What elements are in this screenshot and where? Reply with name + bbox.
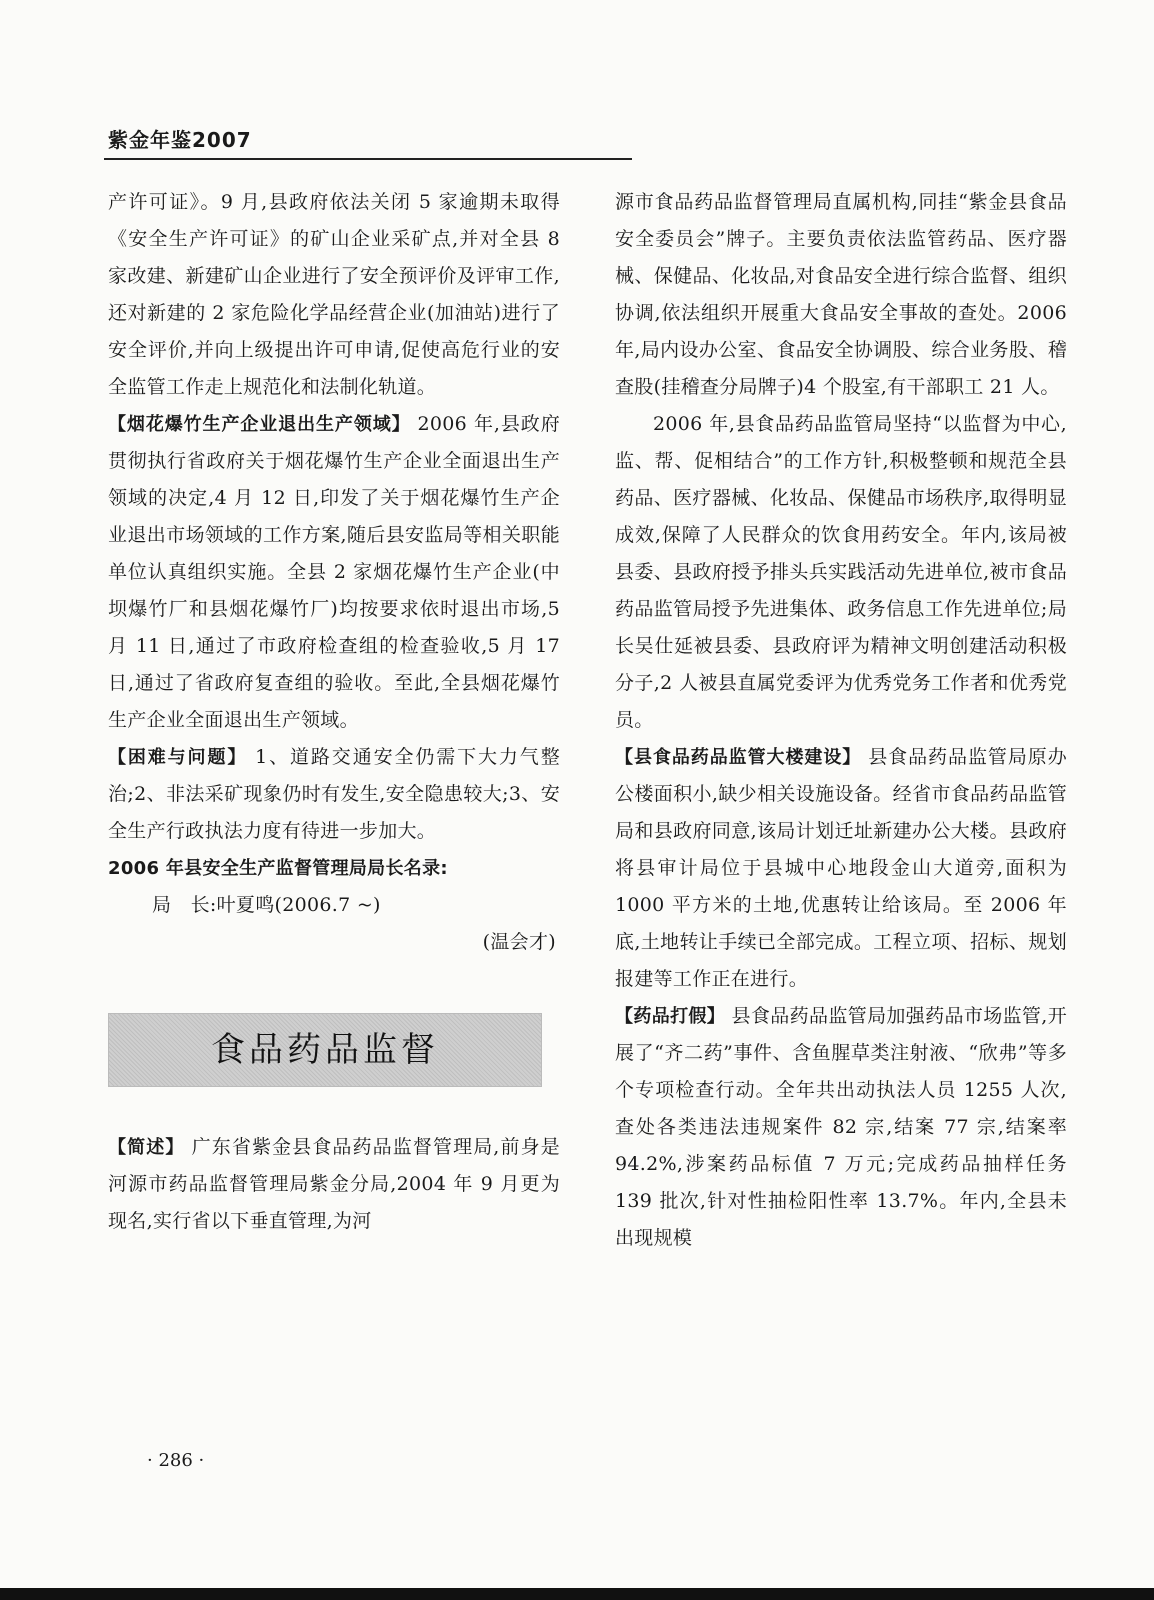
scan-bottom-edge: [0, 1588, 1154, 1600]
author-credit: (温会才): [482, 931, 556, 953]
section-title: 【简述】: [108, 1137, 185, 1158]
section-overview: [108, 1129, 560, 1240]
left-column: [108, 184, 560, 1240]
chapter-banner: [108, 1013, 542, 1087]
right-column: [615, 184, 1067, 1257]
director-roll-title: 2006 年县安全生产监督管理局局长名录:: [108, 858, 448, 879]
section-title: 【县食品药品监管大楼建设】: [615, 747, 862, 768]
section-title: 【药品打假】: [615, 1006, 726, 1027]
section-body: 县食品药品监管局原办公楼面积小,缺少相关设施设备。经省市食品药品监管局和县政府同意,该局计划迁址新建办公大楼。县政府将县审计局位于县城中心地段金山大道旁,面积为 1000 平方米的土地,优惠转让给该局。至 2006 年底,土地转让手续已全部完成。工程立项、招标、规划报建等工作正在进行。: [615, 746, 1068, 990]
section-counterfeit-drugs: [615, 998, 1067, 1257]
section-title: 【困难与问题】: [108, 747, 248, 768]
section-fireworks-exit: [108, 406, 560, 739]
director-roll-entry: 局 长:叶夏鸣(2006.7 ~): [152, 894, 381, 916]
section-body: 1、道路交通安全仍需下大力气整治;2、非法采矿现象仍时有发生,安全隐患较大;3、安全生产行政执法力度有待进一步加大。: [108, 746, 560, 842]
section-title: 【烟花爆竹生产企业退出生产领域】: [108, 414, 411, 435]
section-body: 2006 年,县政府贯彻执行省政府关于烟花爆竹生产企业全面退出生产领域的决定,4 月 12 日,印发了关于烟花爆竹生产企业退出市场领域的工作方案,随后县安监局等相关职能单位认真组织实施。全县 2 家烟花爆竹生产企业(中坝爆竹厂和县烟花爆竹厂)均按要求依时退出市场,5 月 11 日,通过了市政府检查组的检查验收,5 月 17 日,通过了省政府复查组的验收。至此,全县烟花爆竹生产企业全面退出生产领域。: [108, 413, 560, 731]
paragraph-bureau-duties: 源市食品药品监督管理局直属机构,同挂“紫金县食品安全委员会”牌子。主要负责依法监管药品、医疗器械、保健品、化妆品,对食品安全进行综合监督、组织协调,依法组织开展重大食品安全事故的查处。2006 年,局内设办公室、食品安全协调股、综合业务股、稽查股(挂稽查分局牌子)4 个股室,有干部职工 21 人。: [615, 191, 1067, 398]
paragraph-work-results: 2006 年,县食品药品监管局坚持“以监督为中心,监、帮、促相结合”的工作方针,积极整顿和规范全县药品、医疗器械、化妆品、保健品市场秩序,取得明显成效,保障了人民群众的饮食用药安全。年内,该局被县委、县政府授予排头兵实践活动先进单位,被市食品药品监管局授予先进集体、政务信息工作先进单位;局长吴仕延被县委、县政府评为精神文明创建活动积极分子,2 人被县直属党委评为优秀党务工作者和优秀党员。: [615, 413, 1067, 731]
section-body: 县食品药品监管局加强药品市场监管,开展了“齐二药”事件、含鱼腥草类注射液、“欣弗”等多个专项检查行动。全年共出动执法人员 1255 人次,查处各类违法违规案件 82 宗,结案 77 宗,结案率 94.2%,涉案药品标值 7 万元;完成药品抽样任务 139 批次,针对性抽检阳性率 13.7%。年内,全县未出现规模: [615, 1005, 1067, 1249]
page-number: · 286 ·: [147, 1450, 205, 1471]
section-difficulties: [108, 739, 560, 850]
header-rule: [104, 158, 632, 160]
section-body: 广东省紫金县食品药品监督管理局,前身是河源市药品监督管理局紫金分局,2004 年 9 月更为现名,实行省以下垂直管理,为河: [108, 1136, 560, 1232]
running-header: 紫金年鉴2007: [108, 128, 252, 152]
paragraph-safety-permit: 产许可证》。9 月,县政府依法关闭 5 家逾期未取得《安全生产许可证》的矿山企业采矿点,并对全县 8 家改建、新建矿山企业进行了安全预评价及评审工作,还对新建的 2 家危险化学品经营企业(加油站)进行了安全评价,并向上级提出许可申请,促使高危行业的安全监管工作走上规范化和法制化轨道。: [108, 191, 560, 398]
section-building-construction: [615, 739, 1067, 998]
chapter-title: 食品药品监督: [211, 1029, 439, 1070]
